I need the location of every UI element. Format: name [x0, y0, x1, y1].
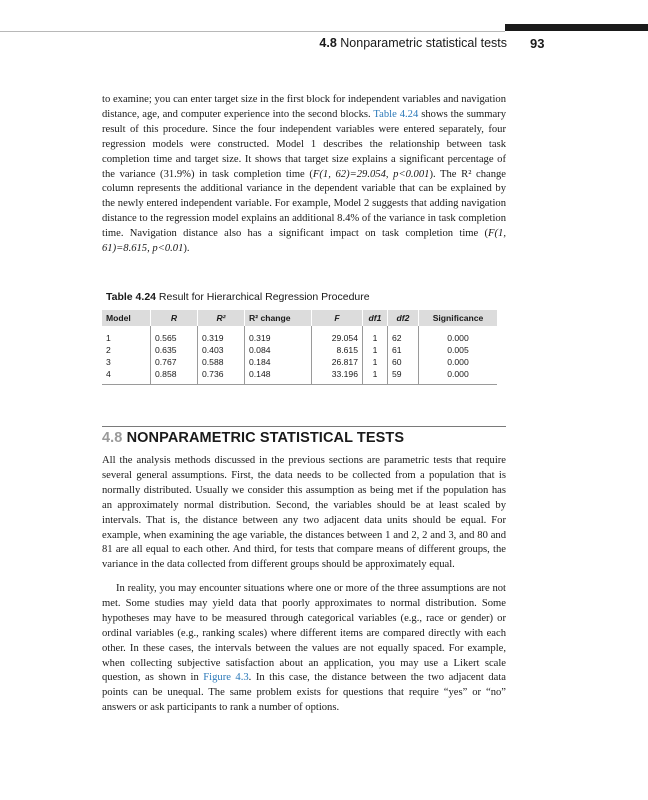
header-bar — [505, 24, 648, 31]
cell-model: 4 — [106, 369, 111, 379]
col-header-df1: df1 — [363, 310, 388, 326]
statistic-2: F(1, 61)=8.615, p<0.01 — [102, 228, 506, 255]
cell-r2-change: 0.148 — [245, 368, 312, 385]
cell-df1: 1 — [363, 344, 388, 356]
cell-significance: 0.000 — [419, 326, 498, 344]
table-row — [102, 344, 497, 356]
cell-df2: 61 — [388, 344, 419, 356]
cell-df2: 60 — [388, 356, 419, 368]
text-span: to examine; you can enter target size in the first block for independent variables and navigation distance, age, and computer experience into the second blocks. — [102, 94, 506, 120]
col-header-significance: Significance — [419, 310, 498, 326]
col-header-f: F — [312, 310, 363, 326]
cell-r: 0.858 — [151, 368, 198, 385]
section-heading — [102, 430, 404, 446]
table-4-24-link[interactable]: Table 4.24 — [373, 108, 419, 120]
regression-table — [102, 310, 497, 385]
table-row — [102, 356, 497, 368]
cell-model: 1 — [106, 333, 111, 343]
cell-df1: 1 — [363, 326, 388, 344]
table-label: Table 4.24 — [106, 291, 156, 303]
statistic-1: F(1, 62)=29.054, p<0.001 — [312, 168, 430, 180]
table-row — [102, 368, 497, 385]
cell-f: 29.054 — [312, 326, 363, 344]
section-number: 4.8 — [102, 430, 123, 446]
cell-model: 2 — [106, 345, 111, 355]
text-span: . In this case, the distance between the two adjacent data points can be unequal. The same problem exists for questions that require “yes” or “no” answers or ask participants to rank a number of options. — [102, 672, 506, 714]
section-divider — [102, 426, 506, 427]
cell-r2: 0.588 — [198, 356, 245, 368]
table-title: Result for Hierarchical Regression Procedure — [158, 291, 370, 303]
text-span: shows the summary result of this procedure. Since the four independent variables were entered separately, four regression models were constructed. Model 1 describes the relationship between task completion time and target size. It shows that target size explains a significant percentage of the variance (31.9%) in task completion time ( — [102, 108, 506, 180]
paragraph-reality — [102, 582, 506, 716]
cell-r2: 0.319 — [198, 326, 245, 344]
running-head-section-number: 4.8 — [319, 36, 337, 50]
running-head — [300, 36, 507, 50]
running-head-title: Nonparametric statistical tests — [340, 36, 507, 50]
cell-significance: 0.000 — [419, 368, 498, 385]
cell-significance: 0.005 — [419, 344, 498, 356]
cell-df1: 1 — [363, 368, 388, 385]
cell-df2: 59 — [388, 368, 419, 385]
cell-df2: 62 — [388, 326, 419, 344]
cell-r: 0.767 — [151, 356, 198, 368]
cell-r: 0.565 — [151, 326, 198, 344]
cell-r2: 0.403 — [198, 344, 245, 356]
cell-f: 8.615 — [312, 344, 363, 356]
section-title: NONPARAMETRIC STATISTICAL TESTS — [126, 430, 405, 446]
table-header-row — [102, 310, 497, 326]
cell-r2-change: 0.184 — [245, 356, 312, 368]
text-span: ). — [183, 243, 190, 255]
col-header-r2-change: R² change — [245, 310, 312, 326]
page-number: 93 — [530, 36, 545, 51]
cell-significance: 0.000 — [419, 356, 498, 368]
cell-f: 26.817 — [312, 356, 363, 368]
col-header-model: Model — [102, 310, 151, 326]
col-header-r2: R² — [198, 310, 245, 326]
cell-model: 3 — [106, 357, 111, 367]
paragraph-intro — [102, 93, 506, 257]
figure-4-3-link[interactable]: Figure 4.3 — [203, 672, 249, 684]
text-span: ). The R² change column represents the additional variance in the dependent variable that can be explained by the newly entered independent variable. For example, Model 2 suggests that adding navigation distance to the regression model explains an additional 8.4% of the variance in task completion time. Navigation distance also has a significant impact on task completion time ( — [102, 168, 506, 240]
col-header-df2: df2 — [388, 310, 419, 326]
paragraph-assumptions: All the analysis methods discussed in the previous sections are parametric tests that require several general assumptions. First, the data needs to be collected from a population that is normally distributed. Usually we consider this assumption as being met if the population has an approximately normal distribution. Second, the variables should be at least scaled by intervals. That is, the distance between any two adjacent data units should be equal. For example, when examining the age variable, the distances between 1 and 2, 2 and 3, and 80 and 81 are all equal to each other. And third, for tests that compare means of different groups, the variance in the data collected from different groups should be approximately equal. — [102, 455, 506, 571]
col-header-r: R — [151, 310, 198, 326]
table-row — [102, 326, 497, 344]
text-span: In reality, you may encounter situations where one or more of the three assumptions are not met. Some studies may yield data that poorly approximates to normal distribution. Some hypotheses may have to be measured through categorical variables (e.g., race or gender) or ordinal variables (e.g., ranking scales) where different items are compared directly with each other. In these cases, the intervals between the values are not equally spaced. For example, when collecting subjective satisfaction about an application, you may use a Likert scale question, as shown in — [102, 583, 506, 684]
cell-r: 0.635 — [151, 344, 198, 356]
cell-r2: 0.736 — [198, 368, 245, 385]
cell-r2-change: 0.319 — [245, 326, 312, 344]
cell-df1: 1 — [363, 356, 388, 368]
cell-f: 33.196 — [312, 368, 363, 385]
table-caption — [106, 291, 370, 303]
header-rule — [0, 31, 505, 32]
cell-r2-change: 0.084 — [245, 344, 312, 356]
